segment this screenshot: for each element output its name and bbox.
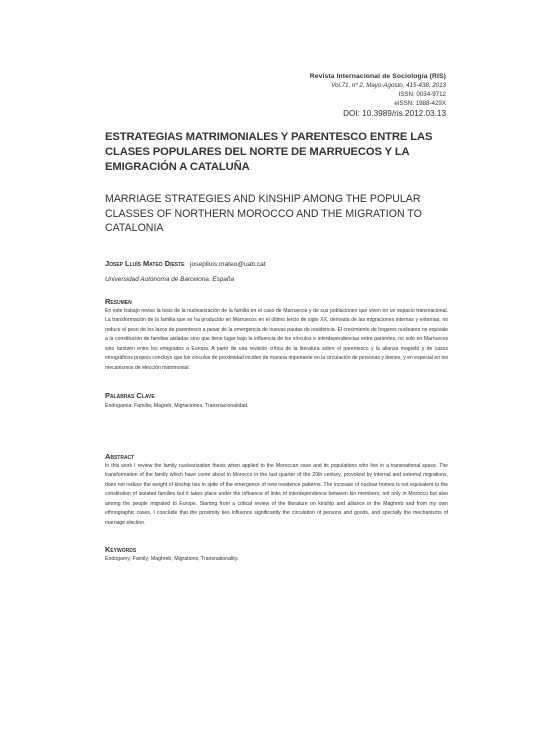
journal-header: [146, 72, 446, 118]
author-line: [105, 259, 445, 268]
issn: ISSN: 0034-9712: [398, 91, 446, 98]
resumen-heading: Resumen: [105, 297, 132, 306]
title-spanish: ESTRATEGIAS MATRIMONIALES Y PARENTESCO ENTRE LAS CLASES POPULARES DEL NORTE DE MARRUECOS Y LA EMIGRACIÓN A CATALUÑA: [105, 131, 433, 173]
resumen-text: En este trabajo reviso la tesis de la nuclearización de la familia en el caso de Marruecos y de sus poblaciones que viven en un espacio transnacional. La transformación de la familia que se ha producido en Marruecos en el último tercio de siglo XX, derivada de las migraciones internas y externas, no reduce el peso de los lazos de parentesco a pesar de la emergencia de nuevas pautas de residencia. El crecimiento de hogares nucleares no equivale a la constitución de familias aisladas sino que tiene lugar bajo la influencia de los vínculos e interdependencias entre parientes, no solo en Marruecos sino también entre los emigrados a Europa. A partir de una revisión crítica de la literatura sobre el parentesco y la alianza magrebí y de casos etnográficos propios concluyo que los vínculos de proximidad inciden de manera importante en la circulación de personas y bienes, y en especial en los mecanismos de elección matrimonial.: [105, 308, 448, 371]
author-affiliation: Universidad Autónoma de Barcelona. España: [105, 276, 235, 283]
abstract-heading: Abstract: [105, 452, 135, 461]
eissn: eISSN: 1988-429X: [394, 100, 446, 107]
journal-name: Revista Internacional de Sociología (RIS): [309, 73, 446, 80]
volume-info: Vol.71, nº 2, Mayo-Agosto, 415-438, 2013: [331, 82, 446, 89]
keywords-text: Endogamy; Family; Maghreb; Migrations; Transnationality.: [105, 556, 239, 562]
title-english: MARRIAGE STRATEGIES AND KINSHIP AMONG THE POPULAR CLASSES OF NORTHERN MOROCCO AND THE MIGRATION TO CATALONIA: [105, 193, 422, 235]
palabras-clave-heading: Palabras Clave: [105, 391, 155, 400]
palabras-clave-text: Endogamia; Familia; Magreb; Migraciones; Transnacionalidad.: [105, 403, 249, 409]
author-name: Josep Lluís Mateo Dieste: [105, 259, 185, 268]
keywords-heading: Keywords: [105, 545, 137, 554]
abstract-text: In this work I review the family nuclearization thesis when applied to the Moroccan case and its populations who live in a transnational space. The transformation of the family which have come about in Morocco in the last quarter of the 20th century, provoked by internal and external migrations, does not reduce the weight of kinship ties in spite of the emergence of new residence patterns. The increase of nuclear homes is not equivalent to the constitution of isolated families but it takes place under the influence of links of interdependence between kin members, not only in Morocco but also among the people migrated to Europe. Starting from a critical review of the literature on kinship and alliance in the Maghreb and from my own ethnographic cases, I conclude that the proximity ties influence significantly the circulation of persons and goods, and specially the mechanisms of marriage election.: [105, 463, 448, 526]
author-email[interactable]: joseplluis.mateo@uab.cat: [190, 261, 266, 268]
doi: DOI: 10.3989/ris.2012.03.13: [343, 109, 446, 118]
